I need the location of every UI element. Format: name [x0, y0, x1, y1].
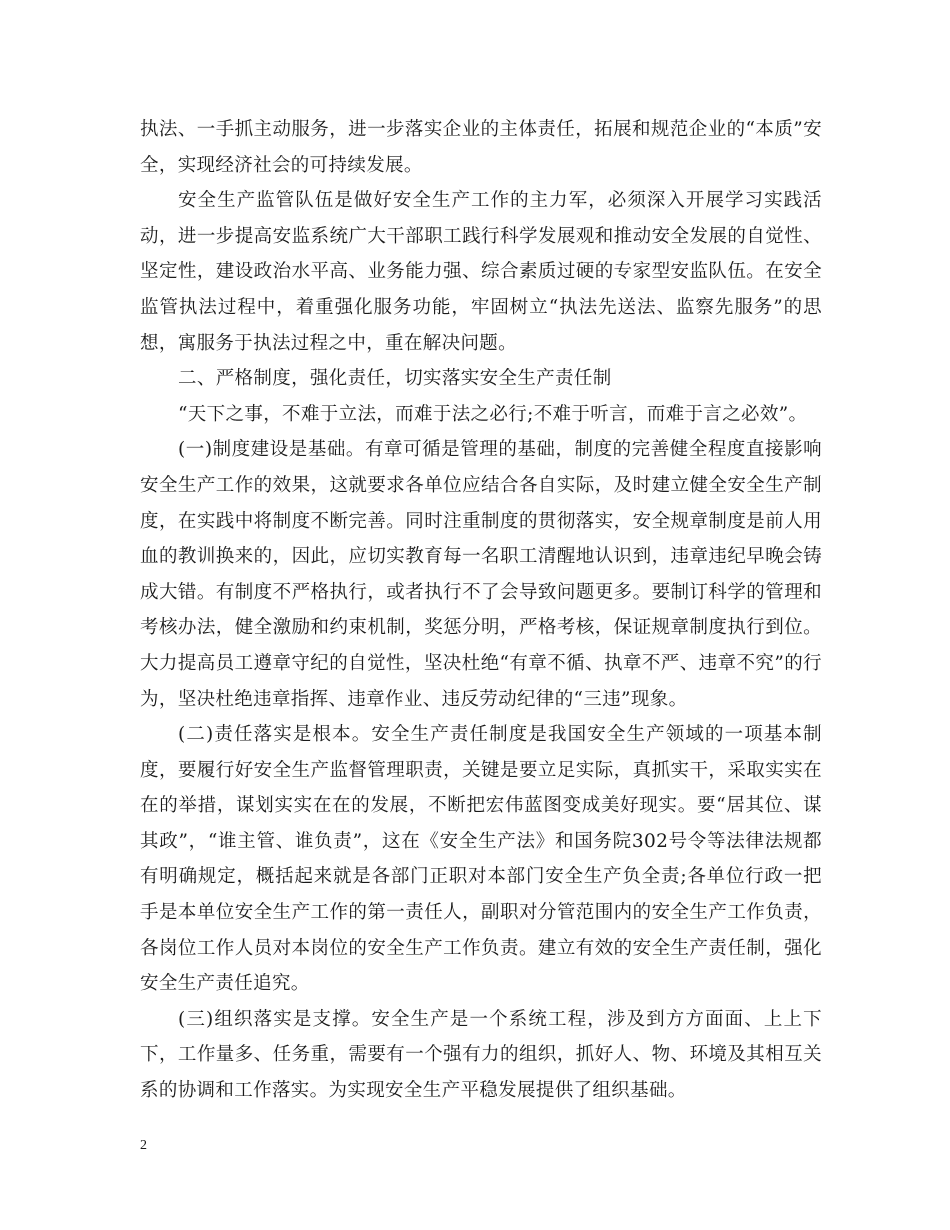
- section-heading: 二、严格制度，强化责任，切实落实安全生产责任制: [178, 368, 612, 390]
- page-number: 2: [140, 1138, 147, 1153]
- quote-paragraph: “天下之事，不难于立法，而难于法之必行;不难于听言，而难于言之必效”。: [178, 403, 808, 425]
- document-body: [140, 112, 822, 1109]
- paragraph-2: 安全生产监管队伍是做好安全生产工作的主力军，必须深入开展学习实践活动，进一步提高安监系统广大干部职工践行科学发展观和推动安全发展的自觉性、坚定性，建设政治水平高、业务能力强、综合素质过硬的专家型安监队伍。在安全监管执法过程中，着重强化服务功能，牢固树立“执法先送法、监察先服务”的思想，寓服务于执法过程之中，重在解决问题。: [140, 190, 822, 354]
- paragraph-organization: (三)组织落实是支撑。安全生产是一个系统工程，涉及到方方面面、上上下下，工作量多、任务重，需要有一个强有力的组织，抓好人、物、环境及其相互关系的协调和工作落实。为实现安全生产平稳发展提供了组织基础。: [140, 1008, 822, 1102]
- paragraph-system-building: (一)制度建设是基础。有章可循是管理的基础，制度的完善健全程度直接影响安全生产工作的效果，这就要求各单位应结合各自实际，及时建立健全安全生产制度，在实践中将制度不断完善。同时注重制度的贯彻落实，安全规章制度是前人用血的教训换来的，因此，应切实教育每一名职工清醒地认识到，违章违纪早晚会铸成大错。有制度不严格执行，或者执行不了会导致问题更多。要制订科学的管理和考核办法，健全激励和约束机制，奖惩分明，严格考核，保证规章制度执行到位。大力提高员工遵章守纪的自觉性，坚决杜绝“有章不循、执章不严、违章不究”的行为，坚决杜绝违章指挥、违章作业、违反劳动纪律的“三违”现象。: [140, 439, 822, 710]
- paragraph-1: 执法、一手抓主动服务，进一步落实企业的主体责任，拓展和规范企业的“本质”安全，实现经济社会的可持续发展。: [140, 119, 822, 176]
- paragraph-responsibility: (二)责任落实是根本。安全生产责任制度是我国安全生产领域的一项基本制度，要履行好安全生产监督管理职责，关键是要立足实际，真抓实干，采取实实在在的举措，谋划实实在在的发展，不断把宏伟蓝图变成美好现实。要“居其位、谋其政”，“谁主管、谁负责”，这在《安全生产法》和国务院302号令等法律法规都有明确规定，概括起来就是各部门正职对本部门安全生产负全责;各单位行政一把手是本单位安全生产工作的第一责任人，副职对分管范围内的安全生产工作负责，各岗位工作人员对本岗位的安全生产工作负责。建立有效的安全生产责任制，强化安全生产责任追究。: [140, 724, 822, 995]
